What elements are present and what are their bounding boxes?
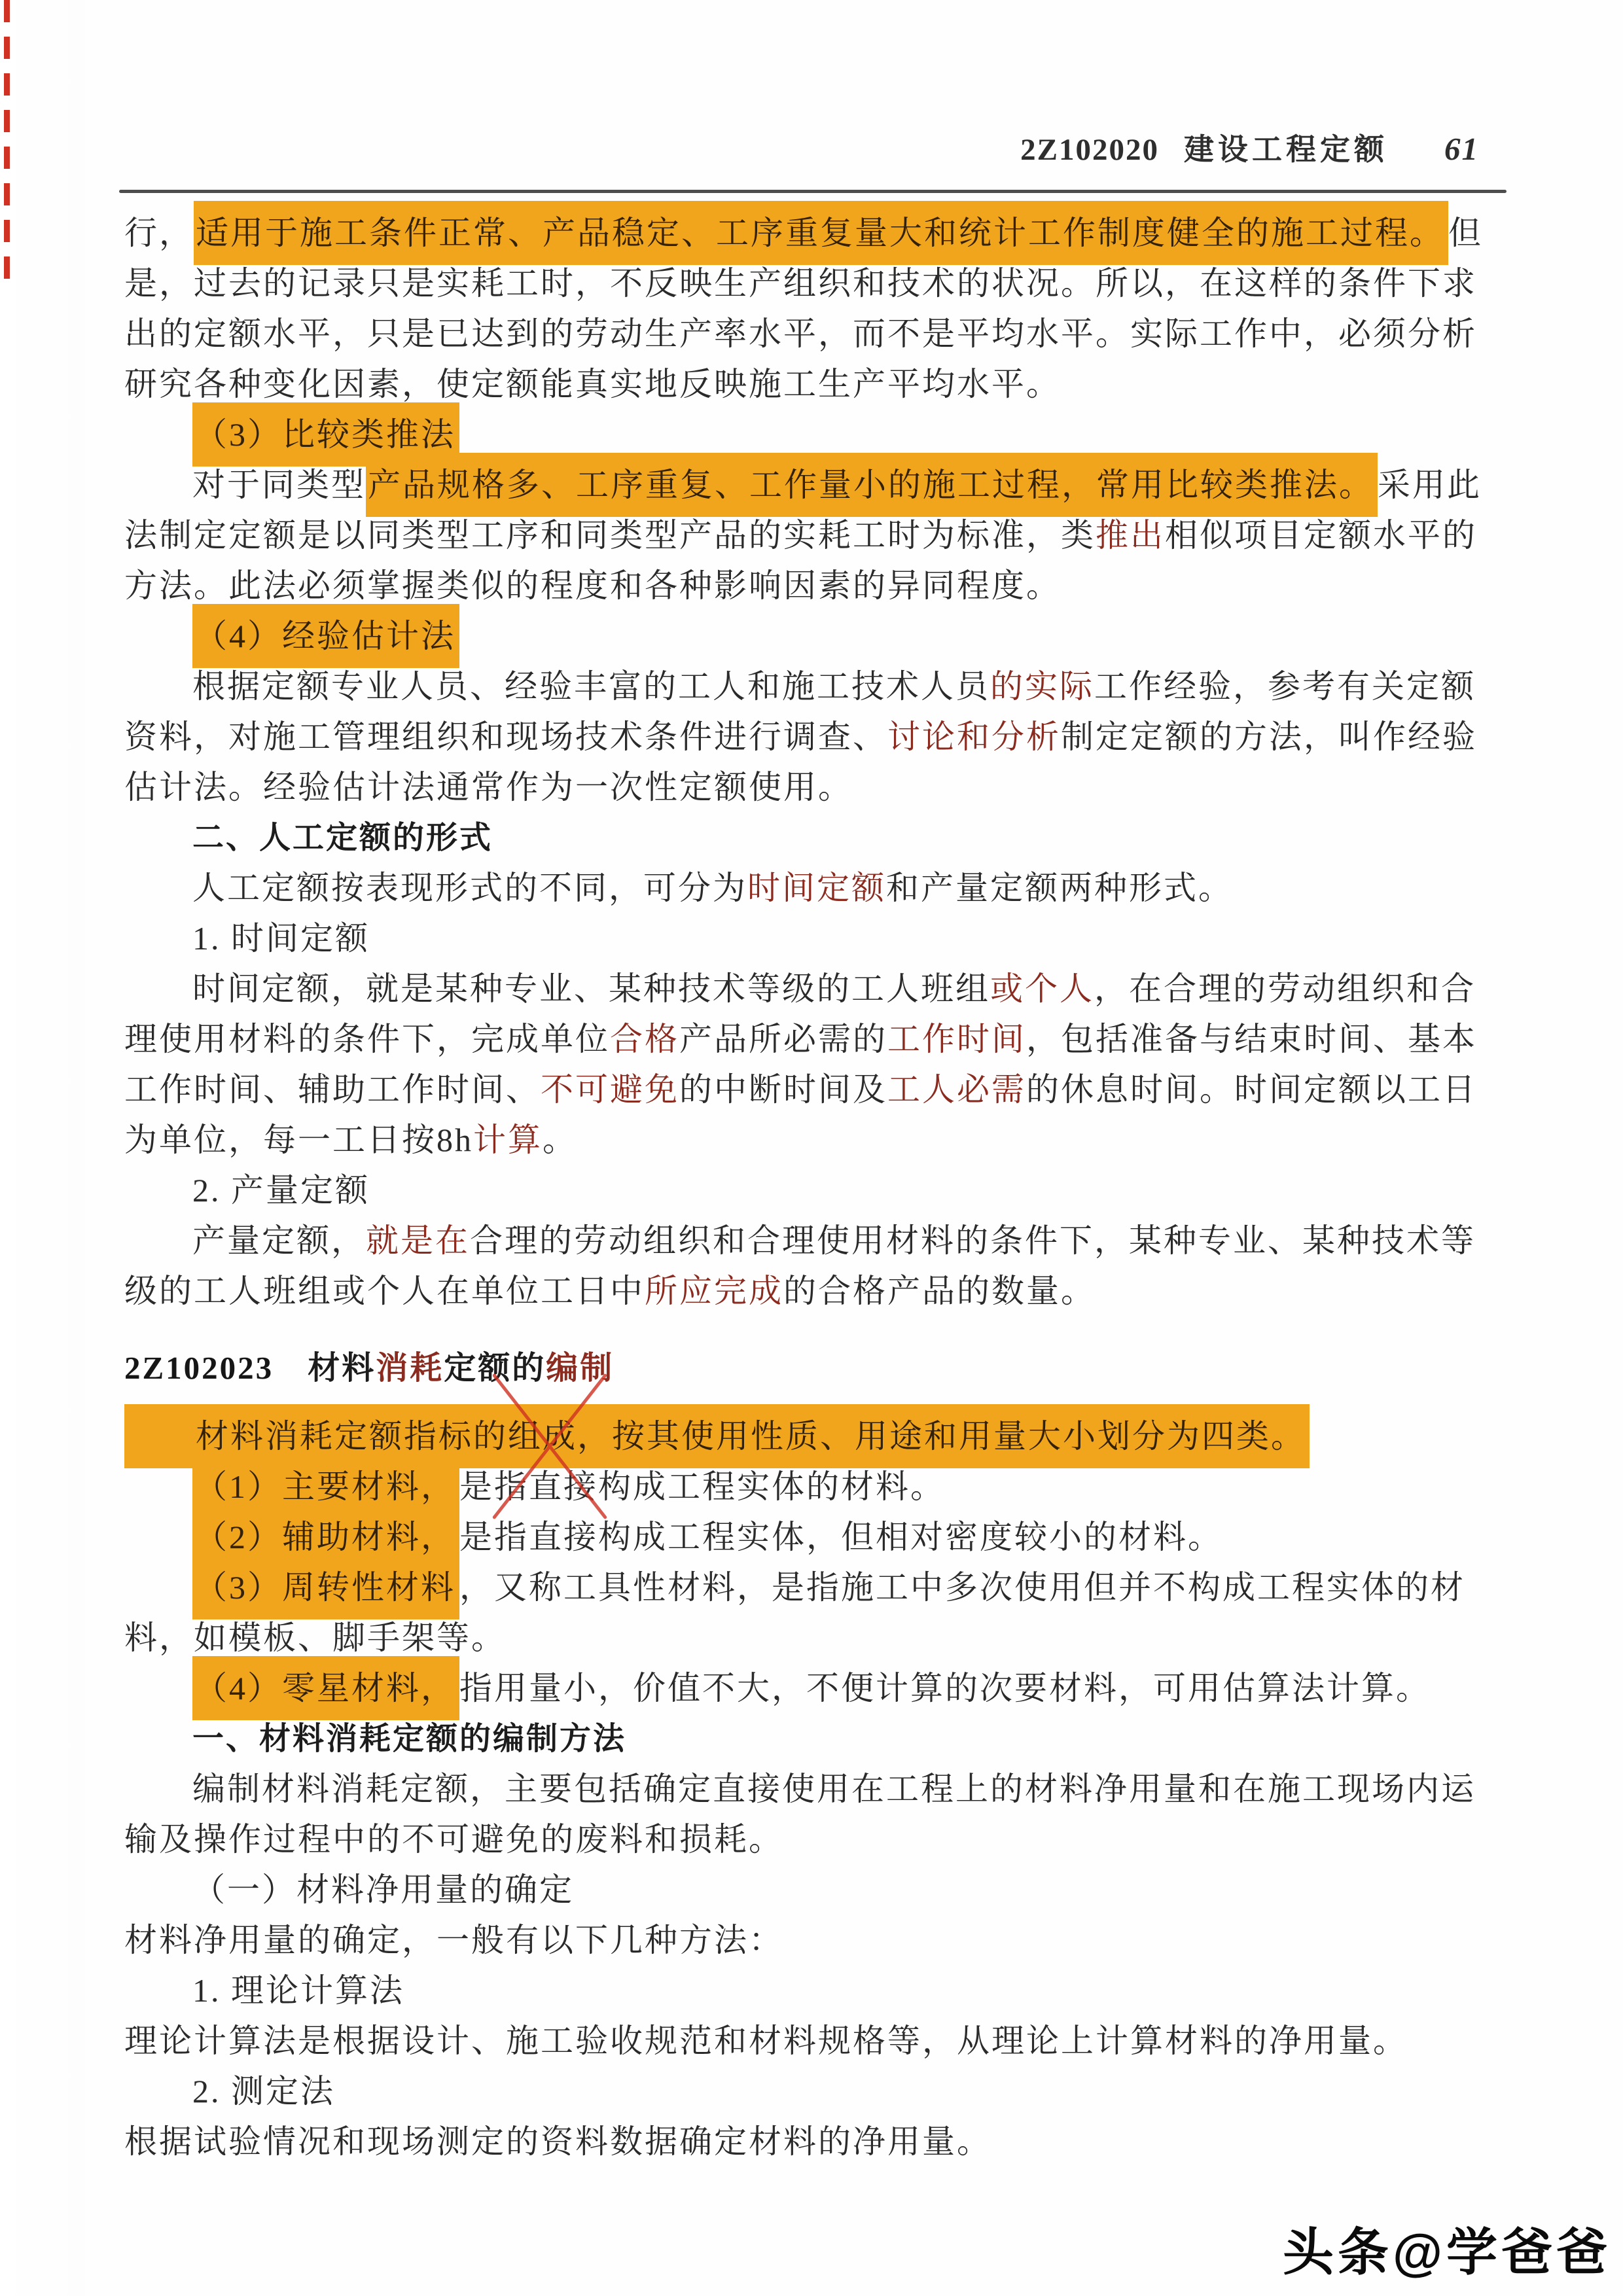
text-line (124, 510, 1505, 561)
text-line (124, 1266, 1505, 1316)
text-segment: 是指直接构成工程实体的材料。 (459, 1468, 945, 1505)
text-segment: 工作时间、辅助工作时间、 (124, 1071, 541, 1108)
red-tinted-segment: 推出 (1096, 517, 1165, 554)
section-heading (124, 1343, 1505, 1393)
text-line (124, 1814, 1505, 1865)
text-segment: ，又称工具性材料，是指施工中多次使用但并不构成工程实体的材 (459, 1569, 1465, 1606)
text-segment: 行， (124, 215, 194, 251)
text-segment: 出的定额水平，只是已达到的劳动生产率水平，而不是平均水平。实际工作中，必须分析 (124, 315, 1477, 352)
text-segment: 2Z102023 (124, 1350, 308, 1386)
text-segment: 是指直接构成工程实体，但相对密度较小的材料。 (459, 1519, 1222, 1555)
red-tinted-segment: 或个人 (990, 970, 1094, 1007)
red-cross-scan-artifact (452, 1371, 648, 1526)
text-line (124, 964, 1505, 1014)
text-segment: 材料 (308, 1351, 376, 1386)
highlighted-segment: （2）辅助材料， (192, 1505, 459, 1569)
text-line (124, 762, 1505, 813)
text-segment: 资料，对施工管理组织和现场技术条件进行调查、 (124, 718, 887, 755)
text-segment: 理论计算法是根据设计、施工验收规范和材料规格等，从理论上计算材料的净用量。 (124, 2022, 1408, 2059)
highlighted-segment: 产品规格多、工序重复、工作量小的施工过程，常用比较类推法。 (366, 453, 1378, 517)
text-segment: 法制定定额是以同类型工序和同类型产品的实耗工时为标准，类 (124, 517, 1096, 554)
text-segment: 的中断时间及 (679, 1071, 887, 1108)
highlighted-segment: 适用于施工条件正常、产品稳定、工序重复量大和统计工作制度健全的施工过程。 (194, 201, 1448, 265)
text-segment: 估计法。经验估计法通常作为一次性定额使用。 (124, 769, 853, 805)
text-segment: 相似项目定额水平的 (1165, 517, 1477, 554)
text-segment: 产品所必需的 (679, 1021, 887, 1057)
text-segment: 产量定额， (192, 1222, 366, 1259)
sub-heading (124, 1714, 1505, 1764)
text-line (124, 1865, 1505, 1915)
text-line (124, 863, 1505, 913)
text-segment: 材料净用量的确定，一般有以下几种方法： (124, 1922, 783, 1958)
text-segment: 根据定额专业人员、经验丰富的工人和施工技术人员 (192, 668, 990, 705)
text-line (124, 460, 1505, 510)
text-line (124, 611, 1505, 662)
page-header (0, 126, 1479, 169)
text-segment: （一）材料净用量的确定 (192, 1871, 574, 1908)
text-segment: 一、材料消耗定额的编制方法 (192, 1722, 627, 1756)
text-segment: 理使用材料的条件下，完成单位 (124, 1021, 610, 1057)
page-number: 61 (1444, 131, 1479, 167)
text-segment: 时间定额，就是某种专业、某种技术等级的工人班组 (192, 970, 990, 1007)
text-segment: 研究各种变化因素，使定额能真实地反映施工生产平均水平。 (124, 366, 1061, 402)
text-segment: 输及操作过程中的不可避免的废料和损耗。 (124, 1821, 783, 1858)
text-segment: 1. 理论计算法 (192, 1972, 404, 2009)
red-tinted-segment: 编制 (546, 1351, 615, 1386)
text-line (124, 662, 1505, 712)
red-tinted-segment: 时间定额 (747, 870, 886, 906)
text-segment: 的合格产品的数量。 (783, 1273, 1096, 1309)
highlighted-segment: （3）周转性材料 (192, 1555, 459, 1619)
text-line (124, 1663, 1505, 1714)
text-segment: 人工定额按表现形式的不同，可分为 (192, 870, 747, 906)
chapter-title: 建设工程定额 (1184, 133, 1388, 166)
text-line (124, 1065, 1505, 1115)
sub-heading (124, 813, 1505, 863)
text-segment: 但 (1448, 215, 1483, 251)
text-line (124, 258, 1505, 309)
text-segment: 是，过去的记录只是实耗工时，不反映生产组织和技术的状况。所以，在这样的条件下求 (124, 265, 1477, 302)
text-line (124, 1165, 1505, 1216)
text-segment: 级的工人班组或个人在单位工日中 (124, 1273, 645, 1309)
text-segment: ，在合理的劳动组织和合 (1094, 970, 1476, 1007)
red-tinted-segment: 的实际 (990, 668, 1094, 705)
text-line (124, 2016, 1505, 2066)
text-segment: 。 (543, 1122, 577, 1158)
text-line (124, 1115, 1505, 1165)
red-tinted-segment: 讨论和分析 (887, 718, 1061, 755)
text-line (124, 309, 1505, 359)
text-segment: 编制材料消耗定额，主要包括确定直接使用在工程上的材料净用量和在施工现场内运 (192, 1771, 1476, 1807)
red-tinted-segment: 消耗 (376, 1351, 444, 1386)
text-segment: 对于同类型 (192, 467, 366, 503)
text-segment: 工作经验，参考有关定额 (1094, 668, 1476, 705)
text-segment: 方法。此法必须掌握类似的程度和各种影响因素的异同程度。 (124, 567, 1061, 604)
text-line (124, 1216, 1505, 1266)
text-line (124, 1764, 1505, 1814)
red-tinted-segment: 工人必需 (887, 1071, 1026, 1108)
highlighted-segment: 材料消耗定额指标的组成，按其使用性质、用途和用量大小划分为四类。 (124, 1404, 1310, 1468)
highlighted-segment: （4）经验估计法 (192, 604, 459, 668)
text-segment: ，包括准备与结束时间、基本 (1026, 1021, 1477, 1057)
text-segment: 指用量小，价值不大，不便计算的次要材料，可用估算法计算。 (459, 1670, 1431, 1706)
text-content (124, 208, 1505, 2167)
red-tinted-segment: 所应完成 (645, 1273, 783, 1309)
text-line (124, 712, 1505, 762)
text-line (124, 1014, 1505, 1065)
text-line (124, 913, 1505, 964)
text-segment: 制定定额的方法，叫作经验 (1061, 718, 1477, 755)
red-tinted-segment: 计算 (473, 1122, 543, 1158)
text-segment: 2. 产量定额 (192, 1172, 370, 1209)
highlighted-segment: （3）比较类推法 (192, 402, 459, 467)
course-code: 2Z102020 (1020, 133, 1159, 167)
text-segment: 合理的劳动组织和合理使用材料的条件下，某种专业、某种技术等 (470, 1222, 1476, 1259)
text-segment: 采用此 (1378, 467, 1482, 503)
red-tinted-segment: 工作时间 (887, 1021, 1026, 1057)
text-segment: 的休息时间。时间定额以工日 (1026, 1071, 1477, 1108)
highlighted-segment: （1）主要材料， (192, 1455, 459, 1519)
text-segment: 定额的 (444, 1351, 546, 1386)
text-segment: 二、人工定额的形式 (192, 821, 493, 855)
text-line (124, 1966, 1505, 2016)
text-segment: 和产量定额两种形式。 (886, 870, 1233, 906)
text-segment: 料，如模板、脚手架等。 (124, 1619, 506, 1656)
text-segment: 根据试验情况和现场测定的资料数据确定材料的净用量。 (124, 2123, 991, 2160)
highlighted-segment: （4）零星材料， (192, 1656, 459, 1720)
text-line (124, 2117, 1505, 2167)
watermark: 头条@学爸爸 (1282, 2223, 1611, 2281)
header-rule (119, 190, 1507, 193)
text-segment: 2. 测定法 (192, 2073, 335, 2110)
red-tinted-segment: 合格 (610, 1021, 679, 1057)
text-line (124, 2066, 1505, 2117)
red-tinted-segment: 就是在 (366, 1222, 470, 1259)
text-line (124, 1563, 1505, 1613)
text-line (124, 208, 1505, 258)
text-line (124, 1915, 1505, 1966)
text-segment: 1. 时间定额 (192, 920, 370, 957)
red-tinted-segment: 不可避免 (541, 1071, 679, 1108)
text-segment: 为单位，每一工日按8h (124, 1122, 473, 1158)
